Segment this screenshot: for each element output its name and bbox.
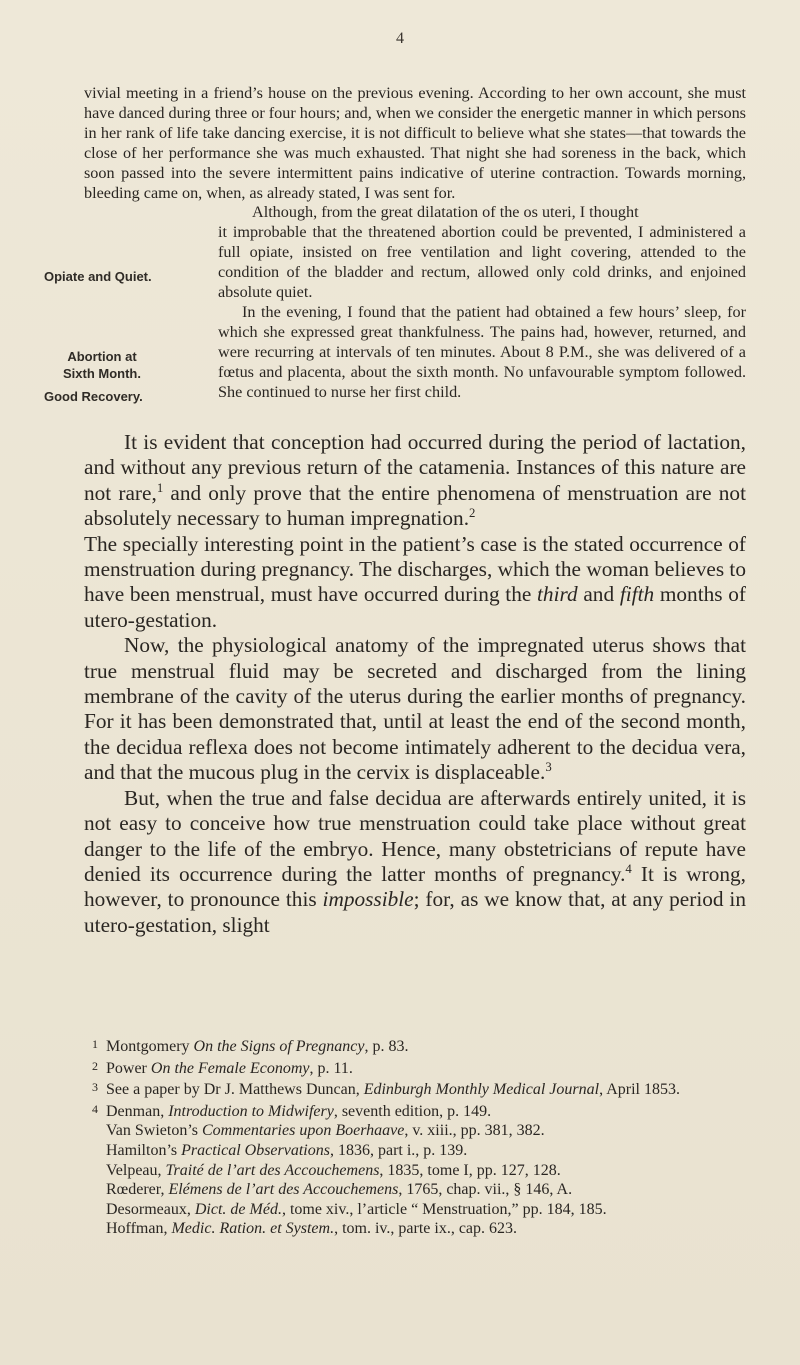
footnote-ref-2[interactable]: 2 xyxy=(469,506,476,521)
side-note-opiate: Opiate and Quiet. xyxy=(44,269,152,284)
case-paragraph-1: vivial meeting in a friend’s house on the previous evening. According to her own account, she must have danced during three or four hours; and, when we consider the energetic manner in which persons in her rank of life take dancing exercise, it is not difficult to believe what she states—that towards the close of her performance she was much exhausted. That night she had soreness in the back, which soon passed into the severe intermittent pains indicative of uterine contraction. Towards morning, bleeding came on, when, as already stated, I was sent for. xyxy=(84,84,746,202)
side-note-recovery: Good Recovery. xyxy=(44,389,143,404)
footnote-ref-1[interactable]: 1 xyxy=(156,480,164,495)
discussion-paragraph-1: It is evident that conception had occurred during the period of lactation, and without any previous return of the catamenia. Instances of this nature are not rare,$^1$ and only prove that the entire phenomena of menstruation are not absolutely necessary to human impregnation.$^2$ xyxy=(84,430,746,531)
case-paragraph-2: it improbable that the threatened abortion could be prevented, I administered a full opiate, insisted on free ventilation and light covering, attended to the condition of the bladder and rectum, allowed only cold drinks, and enjoined absolute quiet. xyxy=(218,223,746,302)
side-note-abortion xyxy=(44,348,160,382)
discussion-text xyxy=(84,430,746,938)
footnote-2: 2 Power On the Female Economy, p. 11. xyxy=(92,1058,353,1077)
side-note-abortion-line2: Sixth Month. xyxy=(63,366,141,381)
footnote-4-line-5: Rœderer, Elémens de l’art des Accouchemens, 1765, chap. vii., § 146, A. xyxy=(106,1181,573,1199)
side-note-abortion-line1: Abortion at xyxy=(67,349,137,364)
footnote-4-line-3: Hamilton’s Practical Observations, 1836, part i., p. 139. xyxy=(106,1141,468,1159)
discussion-paragraph-2: The specially interesting point in the patient’s case is the stated occurrence of menstruation during pregnancy. The discharges, which the woman believes to have been menstrual, must have occurred during the third and fifth months of utero-gestation. xyxy=(84,531,747,632)
footnote-ref-4[interactable]: 4 xyxy=(625,861,632,876)
footnote-ref-3[interactable]: 3 xyxy=(545,760,552,775)
case-paragraph-2-first-line: Although, from the great dilatation of the os uteri, I thought xyxy=(252,203,639,222)
footnote-4: 4 Denman, Introduction to Midwifery, seventh edition, p. 149. xyxy=(92,1101,492,1120)
discussion-paragraph-4: But, when the true and false decidua are afterwards entirely united, it is not easy to conceive how true menstruation could take place without great danger to the life of the embryo. Hence, many obstetricians of repute have denied its occurrence during the latter months of pregnancy.$^4$ It is wrong, however, to pronounce this impossible; for, as we know that, at any period in utero-gestation, slight xyxy=(84,785,746,937)
page-number: 4 xyxy=(396,30,404,47)
footnotes xyxy=(84,1035,746,1239)
footnote-4-line-7: Hoffman, Medic. Ration. et System., tom. iv., parte ix., cap. 623. xyxy=(106,1220,518,1238)
discussion-paragraph-3: Now, the physiological anatomy of the impregnated uterus shows that true menstrual fluid may be secreted and discharged from the lining membrane of the cavity of the uterus during the earlier months of pregnancy. For it has been demonstrated that, until at least the end of the second month, the decidua reflexa does not become intimately adherent to the decidua vera, and that the mucous plug in the cervix is displaceable.$^3$ xyxy=(84,633,746,785)
footnote-1: 1 Montgomery On the Signs of Pregnancy, p. 83. xyxy=(92,1037,409,1055)
footnote-4-line-4: Velpeau, Traité de l’art des Accouchemens, 1835, tome I, pp. 127, 128. xyxy=(106,1161,561,1179)
case-paragraph-3: In the evening, I found that the patient had obtained a few hours’ sleep, for which she expressed great thankfulness. The pains had, however, returned, and were recurring at intervals of ten minutes. About 8 P.M., she was delivered of a fœtus and placenta, about the sixth month. No unfavourable symptom followed. She continued to nurse her first child. xyxy=(218,302,746,401)
case-report-text xyxy=(84,84,746,403)
footnote-3: 3 See a paper by Dr J. Matthews Duncan, Edinburgh Monthly Medical Journal, April 1853. xyxy=(92,1080,680,1099)
footnote-4-line-2: Van Swieton’s Commentaries upon Boerhaave, v. xiii., pp. 381, 382. xyxy=(106,1122,545,1140)
footnote-4-line-6: Desormeaux, Dict. de Méd., tome xiv., l’article “ Menstruation,” pp. 184, 185. xyxy=(106,1200,607,1218)
